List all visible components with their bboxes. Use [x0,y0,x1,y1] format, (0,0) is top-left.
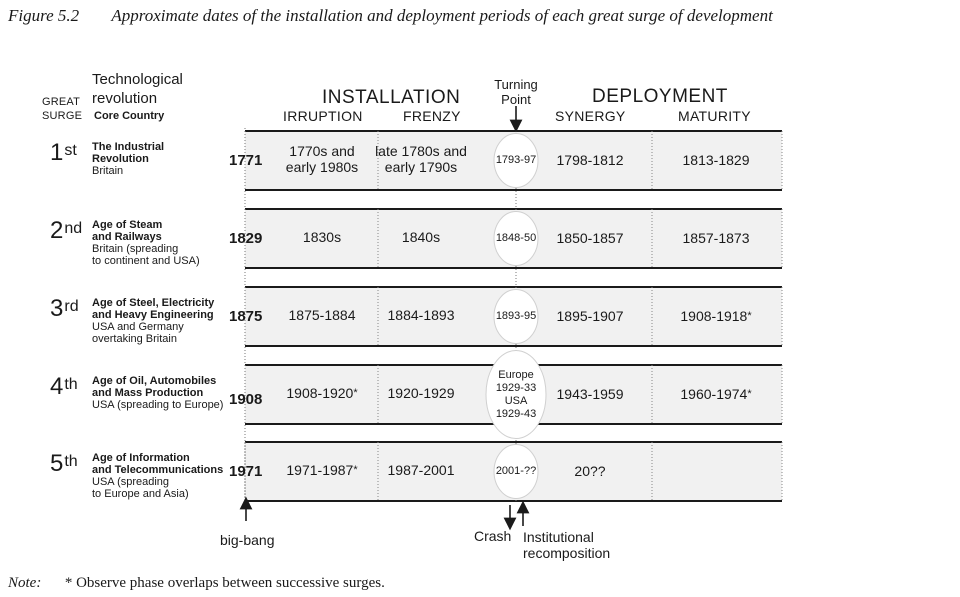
cell-maturity [683,230,750,246]
line: USA (spreading to Europe) [92,399,224,411]
note-label: Note: [8,575,42,591]
surge-ordinal [50,141,77,165]
line: Revolution [92,153,149,165]
ordinal-number: 4 [50,373,64,400]
header-great: GREAT [42,96,81,108]
cell-turning-point [496,369,536,421]
line: 1840s [401,228,441,245]
cell-turning-point [496,154,536,167]
overlap-asterisk: * [353,463,358,476]
ordinal-suffix: rd [64,298,79,315]
line: Age of Information [92,452,190,464]
overlap-asterisk: * [747,387,752,400]
header-surge: SURGE [42,110,83,122]
label-institutional-line2: recomposition [523,545,611,561]
line: USA and Germany [92,321,184,333]
line: and Telecommunications [92,464,224,476]
phase-maturity: MATURITY [678,108,751,124]
revolution-name [92,375,216,399]
phase-frenzy: FRENZY [403,108,461,124]
cell-irruption [289,307,356,323]
line: 1884-1893 [387,306,455,323]
line: 1929-33 [495,381,537,394]
cell-turning-point [496,232,536,245]
cell-synergy: 1943-1959 [556,385,624,402]
line: Europe [498,368,534,381]
label-big-bang: big-bang [220,532,275,548]
turning-line2: Point [501,92,531,107]
line: 1793-97 [495,154,537,166]
header-tech-line2: revolution [92,90,158,107]
label-institutional-line1: Institutional [523,529,594,545]
cell-irruption [286,143,358,175]
revolution-name [92,219,162,243]
ordinal-number: 5 [50,450,64,477]
big-bang-year: 1875 [229,307,263,325]
cell-maturity [680,386,751,402]
line: to Europe and Asia) [92,488,189,500]
cell-synergy: 1895-1907 [556,307,624,324]
line: 1893-95 [495,310,537,322]
line: USA [504,394,528,407]
line [289,307,356,323]
ordinal-number: 2 [50,217,64,244]
overlap-asterisk: * [353,386,358,399]
maturity-text: 1960-1974 [680,385,748,402]
surge-ordinal [50,375,78,399]
irruption-text: 1908-1920 [286,384,354,401]
line: late 1780s and [375,142,467,159]
core-country [92,243,200,267]
surge-ordinal [50,297,79,321]
core-country [92,399,223,411]
cell-frenzy [388,307,455,323]
ordinal-suffix: th [64,453,78,470]
line: early 1790s [384,158,458,175]
line: USA (spreading [92,476,170,488]
cell-irruption [303,229,341,245]
ordinal-suffix: nd [64,220,83,237]
revolution-name [92,452,223,476]
cell-maturity [680,308,751,324]
maturity-text: 1857-1873 [682,229,750,246]
turning-line1: Turning [494,77,538,92]
cell-frenzy [388,385,455,401]
maturity-text: 1908-1918 [680,307,748,324]
line [286,462,357,478]
line: Age of Oil, Automobiles [92,375,217,387]
line: Britain [92,165,124,177]
line [286,159,358,175]
irruption-text: early 1980s [285,158,359,175]
line: 1987-2001 [387,461,455,478]
cell-synergy: 20?? [574,462,606,479]
note-text: * Observe phase overlaps between successive surges. [64,575,385,591]
line: Age of Steel, Electricity [92,297,215,309]
cell-frenzy [402,229,440,245]
overlap-asterisk: * [747,309,752,322]
revolution-name [92,141,164,165]
line: 1929-43 [495,407,537,420]
header-installation: INSTALLATION [322,87,461,108]
line: The Industrial [92,141,165,153]
big-bang-year: 1971 [229,462,263,480]
line: and Heavy Engineering [92,309,214,321]
line: 1848-50 [495,232,537,244]
line: Britain (spreading [92,243,179,255]
ordinal-number: 1 [50,139,64,166]
label-crash: Crash [474,528,512,544]
cell-turning-point [496,465,536,478]
cell-frenzy [388,462,455,478]
line: 1920-1929 [387,384,455,401]
surge-ordinal [50,219,82,243]
big-bang-year: 1908 [229,390,263,408]
big-bang-year: 1771 [229,151,263,169]
core-country [92,321,184,345]
header-tech-line1: Technological [92,71,183,88]
note [8,575,385,592]
cell-irruption [286,462,357,478]
line: and Mass Production [92,387,204,399]
core-country [92,165,123,177]
cell-synergy: 1850-1857 [556,229,624,246]
cell-irruption [286,385,357,401]
ordinal-suffix: th [64,376,78,393]
cell-frenzy [375,143,467,175]
surge-ordinal [50,452,78,476]
line: overtaking Britain [92,333,177,345]
line: Age of Steam [92,219,163,231]
figure-number: Figure 5.2 [8,6,80,25]
line: 2001-?? [495,465,537,477]
revolution-name [92,297,214,321]
cell-turning-point [496,310,536,323]
line [303,229,341,245]
big-bang-year: 1829 [229,229,263,247]
irruption-text: 1875-1884 [288,306,356,323]
header-deployment: DEPLOYMENT [592,86,728,107]
cell-synergy: 1798-1812 [556,151,624,168]
line: to continent and USA) [92,255,200,267]
irruption-text: 1830s [302,228,342,245]
line: and Railways [92,231,162,243]
irruption-text: 1770s and [289,142,355,159]
maturity-text: 1813-1829 [682,151,750,168]
ordinal-suffix: st [64,142,77,159]
core-country [92,476,189,500]
line [286,143,358,159]
irruption-text: 1971-1987 [286,461,354,478]
line [286,385,357,401]
figure-title: Approximate dates of the installation and deployment periods of each great surge of development [111,6,773,25]
ordinal-number: 3 [50,295,64,322]
phase-synergy: SYNERGY [555,108,626,124]
phase-irruption: IRRUPTION [283,108,363,124]
header-core-country: Core Country [94,110,165,122]
cell-maturity [683,152,750,168]
